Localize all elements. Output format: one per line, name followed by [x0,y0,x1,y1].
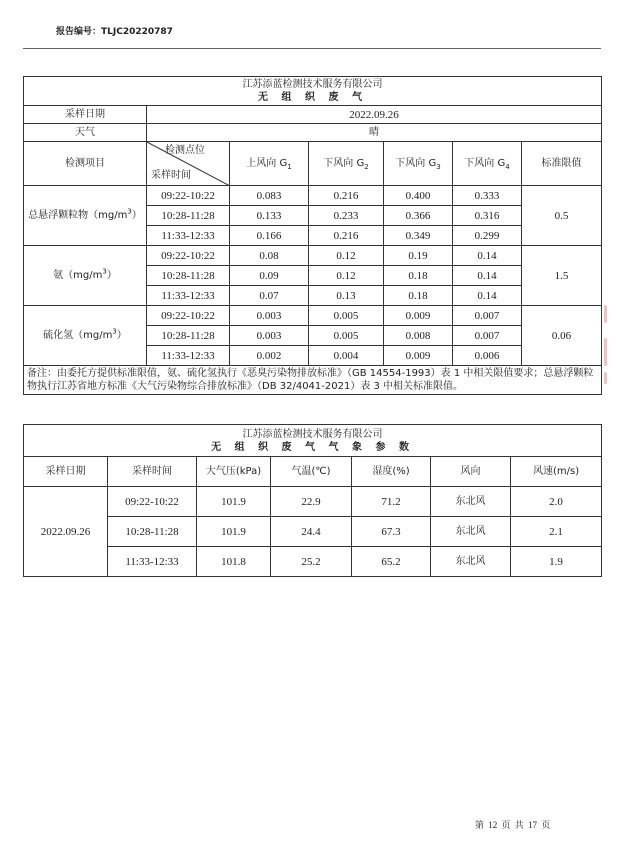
pressure-value: 101.9 [197,487,271,517]
diagonal-header-cell [147,142,230,186]
sample-time: 11:33-12:33 [108,547,197,577]
humidity-value: 67.3 [352,517,431,547]
weather-parameters-table [23,424,602,577]
value-cell: 0.18 [384,286,453,306]
table1-org-name: 江苏添蓝检测技术服务有限公司 [242,79,383,90]
header-sample-date: 采样日期 [24,457,108,487]
value-cell: 0.09 [230,266,309,286]
humidity-value: 65.2 [352,547,431,577]
sample-time: 09:22-10:22 [108,487,197,517]
value-cell: 0.166 [230,226,309,246]
sample-time: 09:22-10:22 [147,186,230,206]
sample-time: 09:22-10:22 [147,246,230,266]
header-sample-time: 采样时间 [108,457,197,487]
value-cell: 0.299 [453,226,522,246]
table2-title: 无 组 织 废 气 气 象 参 数 [211,441,414,453]
item-name: 硫化氢$(mg/m^3)$ [24,306,147,366]
value-cell: 0.13 [309,286,384,306]
seal-mark [604,372,607,384]
weather-sample-date: 2022.09.26 [24,487,108,577]
value-cell: 0.08 [230,246,309,266]
value-cell: 0.400 [384,186,453,206]
report-number: 报告编号：TLJC20220787 [56,27,173,37]
value-cell: 0.14 [453,286,522,306]
value-cell: 0.003 [230,306,309,326]
value-cell: 0.008 [384,326,453,346]
table1-title: 无 组 织 废 气 [258,92,367,103]
page-footer: 第 12 页 共 17 页 [475,820,551,830]
limit-header: 标准限值 [522,142,602,186]
pressure-value: 101.8 [197,547,271,577]
sample-time: 11:33-12:33 [147,286,230,306]
table1-header [24,77,602,106]
value-cell: 0.216 [309,226,384,246]
item-name: 氨$(mg/m^3)$ [24,246,147,306]
header-temperature: 气温(℃) [271,457,352,487]
sample-date-value: 2022.09.26 [147,106,602,124]
wind-direction-value: 东北风 [431,547,511,577]
value-cell: 0.12 [309,266,384,286]
item-name: 总悬浮颗粒物$(mg/m^3)$ [24,186,147,246]
pressure-value: 101.9 [197,517,271,547]
value-cell: 0.216 [309,186,384,206]
sample-date-label: 采样日期 [24,106,147,124]
value-cell: 0.133 [230,206,309,226]
temperature-value: 24.4 [271,517,352,547]
value-cell: 0.007 [453,306,522,326]
temperature-value: 22.9 [271,487,352,517]
value-cell: 0.12 [309,246,384,266]
limit-value: 0.06 [522,306,602,366]
diag-bottom-label: 采样时间 [151,170,191,181]
sample-time: 11:33-12:33 [147,226,230,246]
value-cell: 0.009 [384,306,453,326]
current-page: 12 [488,820,498,830]
value-cell: 0.003 [230,326,309,346]
item-label: 检测项目 [24,142,147,186]
value-cell: 0.14 [453,266,522,286]
fugitive-emission-table [23,76,602,395]
value-cell: 0.005 [309,326,384,346]
wind-speed-value: 1.9 [511,547,602,577]
wind-direction-value: 东北风 [431,517,511,547]
seal-mark [604,338,607,366]
header-rule [23,48,601,49]
header-wind-speed: 风速(m/s) [511,457,602,487]
value-cell: 0.14 [453,246,522,266]
wind-speed-value: 2.1 [511,517,602,547]
col-header-g2: 下风向 $G_2$ [309,142,384,186]
limit-value: 0.5 [522,186,602,246]
weather-label: 天气 [24,124,147,142]
value-cell: 0.006 [453,346,522,366]
table2-header [24,425,602,457]
wind-speed-value: 2.0 [511,487,602,517]
table1-note: 备注：由委托方提供标准限值，氨、硫化氢执行《恶臭污染物排放标准》（GB 14554-1993）表 1 中相关限值要求；总悬浮颗粒物执行江苏省地方标准《大气污染物综合排放标准》（DB 32/4041-2021）表 3 中相关标准限值。 [24,366,602,395]
table-row [24,487,602,517]
header-wind-direction: 风向 [431,457,511,487]
value-cell: 0.349 [384,226,453,246]
col-header-g4: 下风向 $G_4$ [453,142,522,186]
seal-mark [604,305,607,323]
table-row [24,306,602,326]
value-cell: 0.366 [384,206,453,226]
table2-org-name: 江苏添蓝检测技术服务有限公司 [242,428,383,440]
value-cell: 0.316 [453,206,522,226]
header-pressure: 大气压(kPa) [197,457,271,487]
total-pages: 17 [528,820,538,830]
value-cell: 0.19 [384,246,453,266]
humidity-value: 71.2 [352,487,431,517]
sample-time: 09:22-10:22 [147,306,230,326]
value-cell: 0.009 [384,346,453,366]
table-row [24,186,602,206]
value-cell: 0.07 [230,286,309,306]
value-cell: 0.083 [230,186,309,206]
sample-time: 10:28-11:28 [147,326,230,346]
value-cell: 0.333 [453,186,522,206]
value-cell: 0.18 [384,266,453,286]
table-row [24,246,602,266]
sample-time: 10:28-11:28 [108,517,197,547]
temperature-value: 25.2 [271,547,352,577]
col-header-g1: 上风向 $G_1$ [230,142,309,186]
value-cell: 0.004 [309,346,384,366]
table-row [24,547,602,577]
sample-time: 10:28-11:28 [147,266,230,286]
col-header-g3: 下风向 $G_3$ [384,142,453,186]
sample-time: 11:33-12:33 [147,346,230,366]
sample-time: 10:28-11:28 [147,206,230,226]
value-cell: 0.002 [230,346,309,366]
weather-value: 晴 [147,124,602,142]
value-cell: 0.007 [453,326,522,346]
header-humidity: 湿度(%) [352,457,431,487]
wind-direction-value: 东北风 [431,487,511,517]
value-cell: 0.233 [309,206,384,226]
limit-value: 1.5 [522,246,602,306]
diag-top-label: 检测点位 [165,145,205,156]
value-cell: 0.005 [309,306,384,326]
table-row [24,517,602,547]
